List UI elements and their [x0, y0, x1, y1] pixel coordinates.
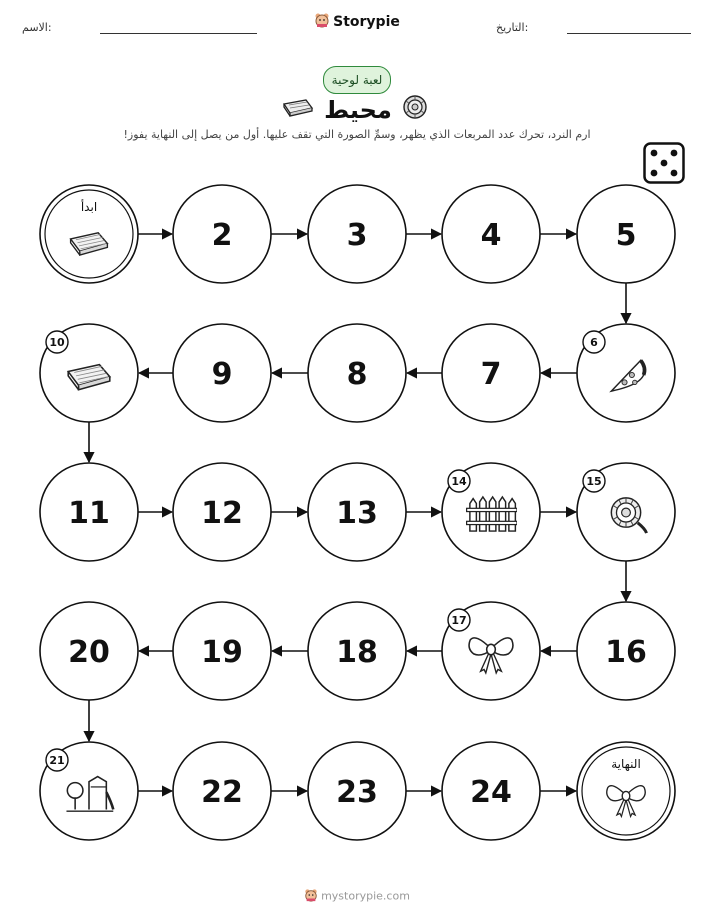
board-space-24	[442, 742, 540, 840]
game-type-pill: لعبة لوحية	[323, 66, 391, 94]
space-number: 12	[201, 496, 243, 531]
instructions: ارم النرد، تحرك عدد المربعات الذي يظهر، وسمِّ الصورة التي تقف عليها. أول من يصل إلى النهاية يفوز!	[123, 128, 591, 141]
name-label: الاسم:	[22, 21, 52, 34]
board-space-17	[442, 602, 540, 700]
board-space-22	[173, 742, 271, 840]
board-space-18	[308, 602, 406, 700]
space-number: 23	[336, 775, 378, 810]
board-space-11	[40, 463, 138, 561]
space-number: 11	[68, 496, 110, 531]
board-space-23	[308, 742, 406, 840]
board-space-15	[577, 463, 675, 561]
board-space-14	[442, 463, 540, 561]
footer-site: mystorypie.com	[321, 889, 410, 903]
brand-name: Storypie	[333, 14, 400, 30]
space-number: 4	[480, 218, 502, 253]
space-number: 18	[336, 635, 378, 670]
board-space-21	[40, 742, 138, 840]
space-number: 21	[49, 754, 65, 767]
board-space-2	[173, 185, 271, 283]
space-number: 19	[201, 635, 243, 670]
space-number: 2	[211, 218, 233, 253]
board-space-16	[577, 602, 675, 700]
space-number: 3	[346, 218, 368, 253]
finish-label: النهاية	[611, 757, 641, 771]
start-space	[40, 185, 138, 283]
board-space-5	[577, 185, 675, 283]
board-space-8	[308, 324, 406, 422]
space-number: 10	[49, 336, 65, 349]
board-space-10	[40, 324, 138, 422]
finish-space	[577, 742, 675, 840]
board-space-4	[442, 185, 540, 283]
space-number: 8	[346, 357, 368, 392]
bear-icon	[304, 888, 318, 905]
fence-icon	[467, 497, 517, 531]
board-space-6	[577, 324, 675, 422]
start-label: ابدأ	[80, 200, 98, 214]
space-number: 24	[470, 775, 512, 810]
board-space-7	[442, 324, 540, 422]
board-space-13	[308, 463, 406, 561]
date-label: التاريخ:	[496, 21, 529, 34]
board-space-12	[173, 463, 271, 561]
space-number: 22	[201, 775, 243, 810]
board-space-19	[173, 602, 271, 700]
space-number: 13	[336, 496, 378, 531]
board-space-20	[40, 602, 138, 700]
space-number: 16	[605, 635, 647, 670]
space-number: 9	[211, 357, 233, 392]
space-number: 15	[586, 475, 602, 488]
space-number: 5	[615, 218, 637, 253]
game-title: محيط	[324, 96, 392, 124]
space-number: 17	[451, 614, 467, 627]
board-space-9	[173, 324, 271, 422]
space-number: 6	[590, 336, 598, 349]
board-space-3	[308, 185, 406, 283]
space-number: 14	[451, 475, 467, 488]
space-number: 20	[68, 635, 110, 670]
footer	[0, 888, 714, 905]
space-number: 7	[480, 357, 502, 392]
